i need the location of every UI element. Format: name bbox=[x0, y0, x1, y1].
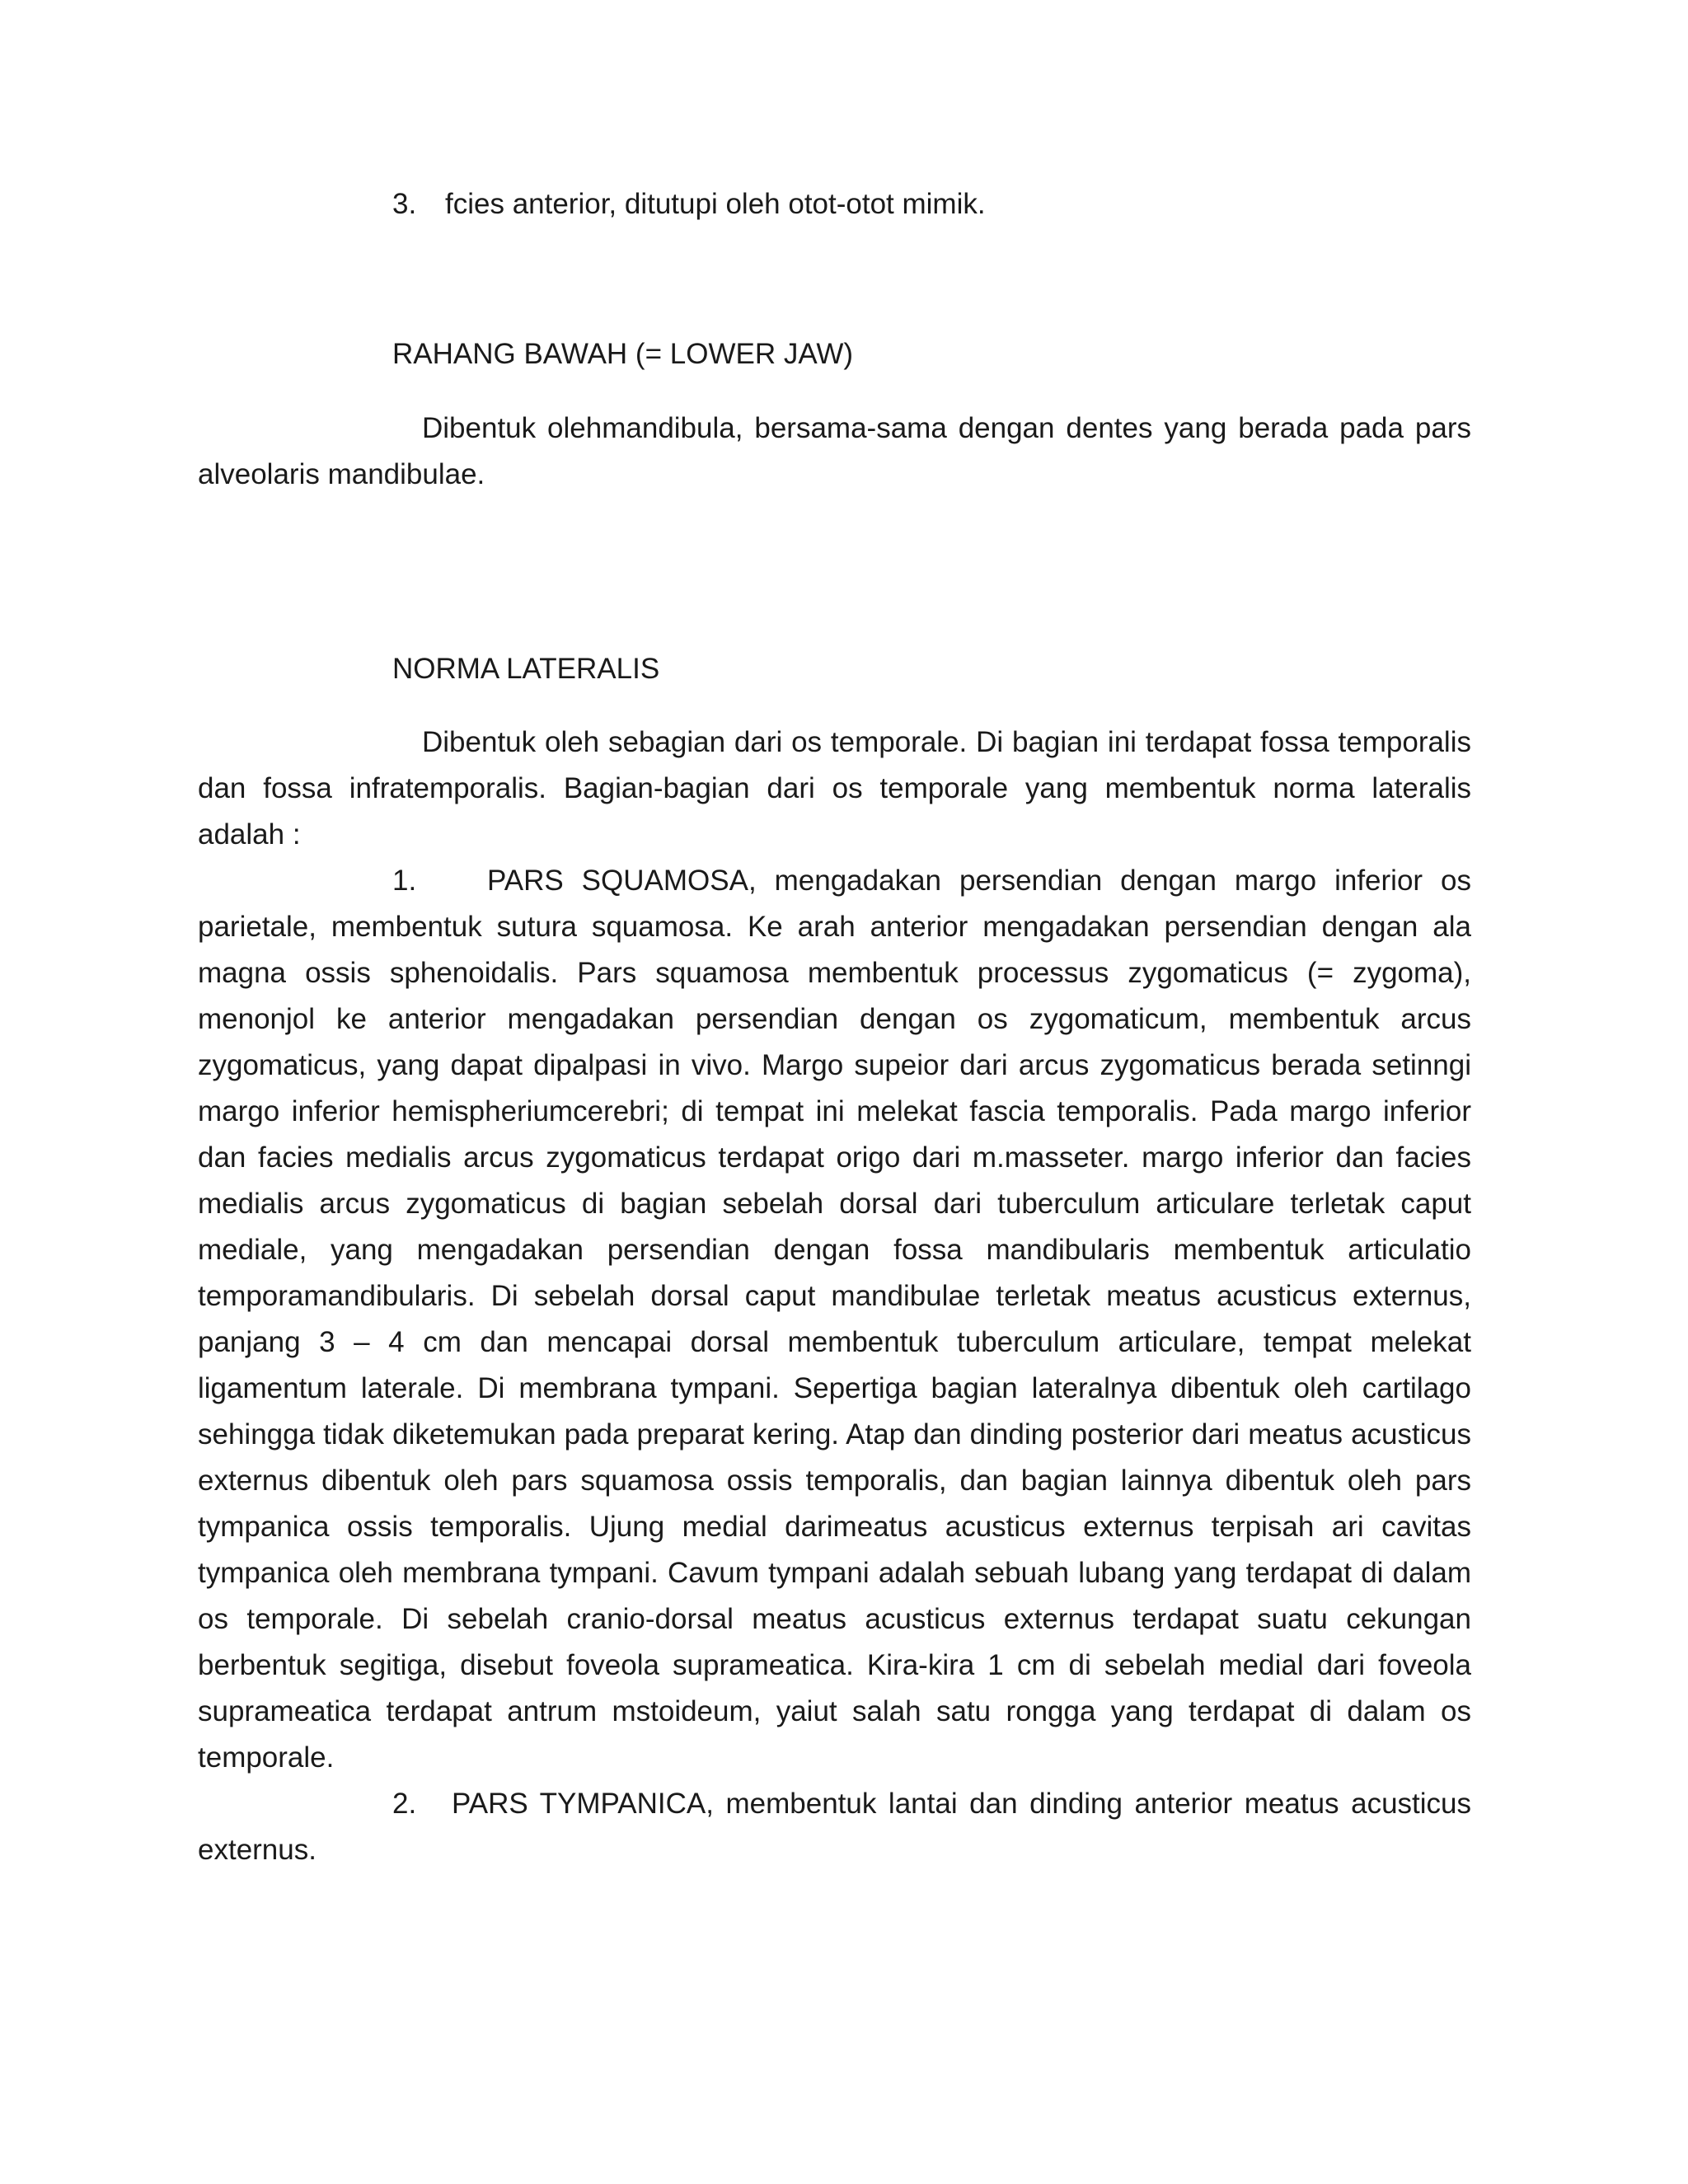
document-body bbox=[198, 181, 1471, 1873]
list-item-text: fcies anterior, ditutupi oleh otot-otot mimik. bbox=[445, 188, 986, 220]
list-number: 2. bbox=[392, 1788, 417, 1820]
list-number: 3. bbox=[392, 188, 417, 220]
list-item-text: PARS TYMPANICA, membentuk lantai dan dinding anterior meatus acusticus externus. bbox=[198, 1788, 1471, 1866]
paragraph-norma-lateralis: Dibentuk oleh sebagian dari os temporale. Di bagian ini terdapat fossa temporalis dan fossa infratemporalis. Bagian-bagian dari os temporale yang membentuk norma lateralis adalah : bbox=[198, 726, 1471, 851]
section-heading-lower-jaw: RAHANG BAWAH (= LOWER JAW) bbox=[392, 338, 854, 370]
section-heading-norma-lateralis: NORMA LATERALIS bbox=[392, 653, 660, 685]
list-item-facies-anterior bbox=[198, 181, 1471, 227]
list-item-text: PARS SQUAMOSA, mengadakan persendian dengan margo inferior os parietale, membentuk sutura squamosa. Ke arah anterior mengadakan persendian dengan ala magna ossis sphenoidalis. Pars squamosa membentuk processus zygomaticus (= zygoma), menonjol ke anterior mengadakan persendian dengan os zygomaticum, membentuk arcus zygomaticus, yang dapat dipalpasi in vivo. Margo supeior dari arcus zygomaticus berada setinngi margo inferior hemispheriumcerebri; di tempat ini melekat fascia temporalis. Pada margo inferior dan facies medialis arcus zygomaticus terdapat origo dari m.masseter. margo inferior dan facies medialis arcus zygomaticus di bagian sebelah dorsal dari tuberculum articulare terletak caput mediale, yang mengadakan persendian dengan fossa mandibularis membentuk articulatio temporamandibularis. Di sebelah dorsal caput mandibulae terletak meatus acusticus externus, panjang 3 – 4 cm dan mencapai dorsal membentuk tuberculum articulare, tempat melekat ligamentum laterale. Di membrana tympani. Sepertiga bagian lateralnya dibentuk oleh cartilago sehingga tidak diketemukan pada preparat kering. Atap dan dinding posterior dari meatus acusticus externus dibentuk oleh pars squamosa ossis temporalis, dan bagian lainnya dibentuk oleh pars tympanica ossis temporalis. Ujung medial darimeatus acusticus externus terpisah ari cavitas tympanica oleh membrana tympani. Cavum tympani adalah sebuah lubang yang terdapat di dalam os temporale. Di sebelah cranio-dorsal meatus acusticus externus terdapat suatu cekungan berbentuk segitiga, disebut foveola suprameatica. Kira-kira 1 cm di sebelah medial dari foveola suprameatica terdapat antrum mstoideum, yaiut salah satu rongga yang terdapat di dalam os temporale. bbox=[198, 865, 1471, 1774]
list-item-pars-squamosa bbox=[198, 858, 1471, 1781]
list-number: 1. bbox=[392, 865, 417, 897]
paragraph-lower-jaw: Dibentuk olehmandibula, bersama-sama dengan dentes yang berada pada pars alveolaris mandibulae. bbox=[198, 412, 1471, 490]
list-item-pars-tympanica bbox=[198, 1781, 1471, 1873]
